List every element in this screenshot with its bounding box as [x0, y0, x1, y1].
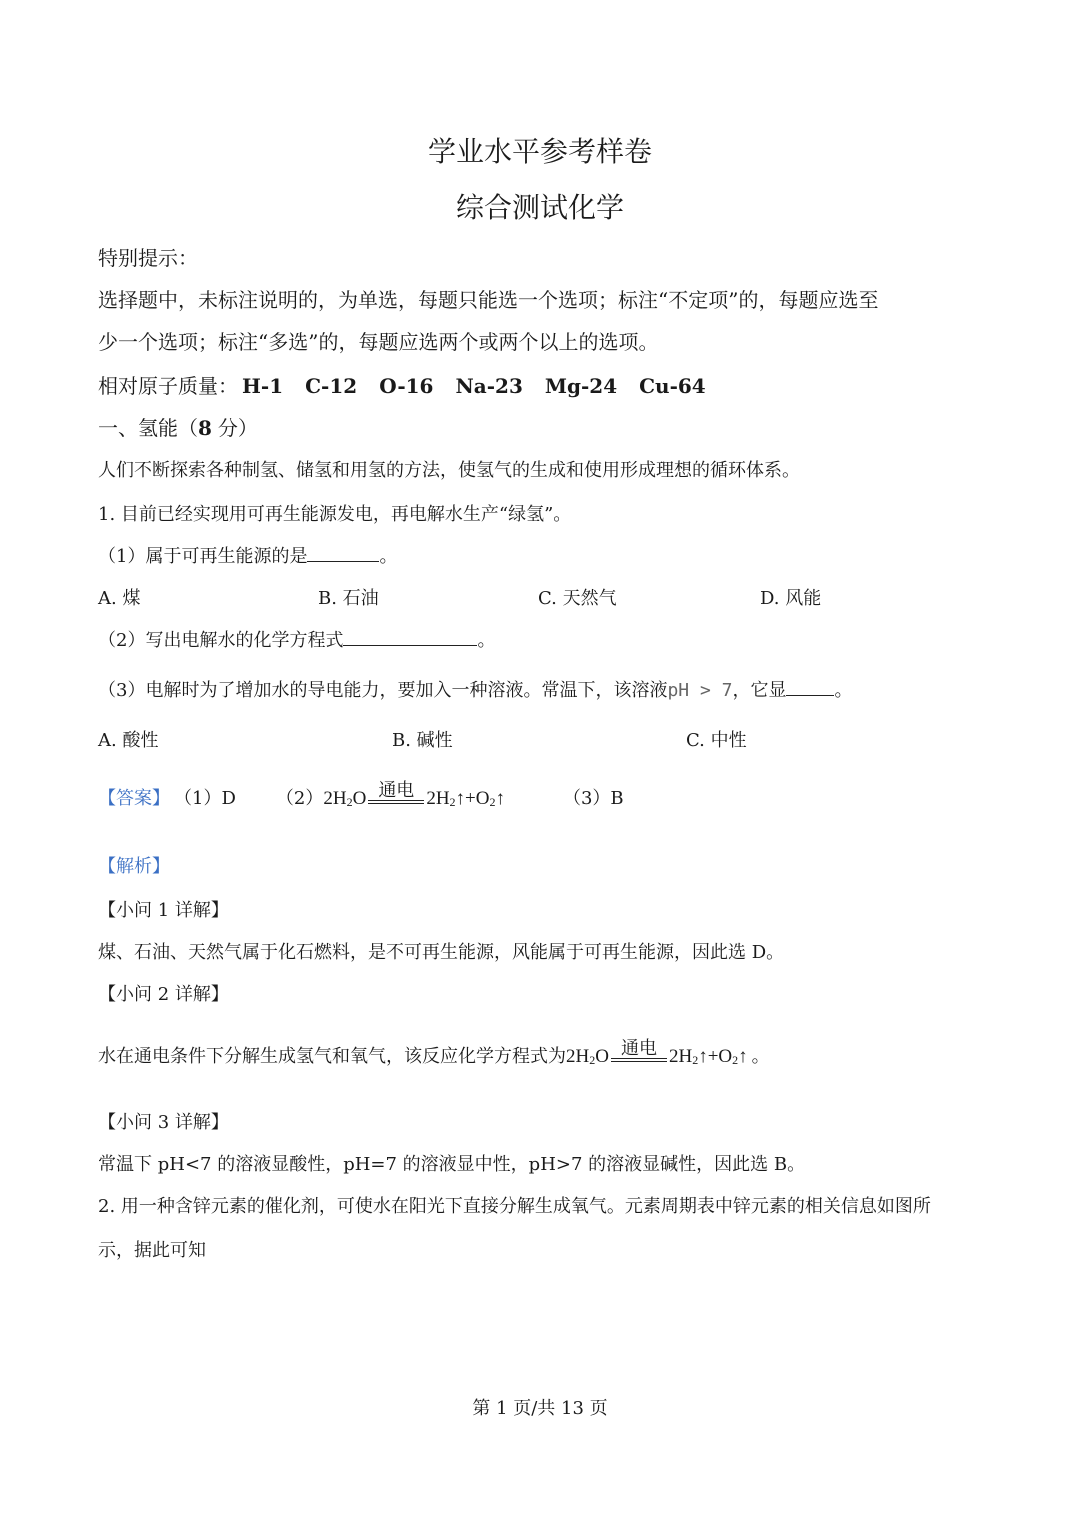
atomic-mass-label: 相对原子质量： [98, 374, 238, 398]
eq-reactant: 2H [323, 788, 347, 809]
atomic-mass-na: Na-23 [455, 374, 523, 398]
sub-question-3-text: 常温下 pH<7 的溶液显酸性，pH=7 的溶液显中性，pH>7 的溶液显碱性，因此选 B。 [98, 1154, 806, 1175]
eq-reactant-tail: O [352, 788, 367, 809]
sub-question-1-text: 煤、石油、天然气属于化石燃料，是不可再生能源，风能属于可再生能源，因此选 D。 [98, 942, 785, 963]
eq-product1: 2H [426, 788, 450, 809]
eq-product1: 2H [668, 1046, 693, 1067]
atomic-mass-o: O-16 [379, 374, 434, 398]
answer-blank[interactable] [307, 543, 379, 562]
section-heading-prefix: 一、氢能（ [98, 416, 198, 440]
eq-reactant: 2H [566, 1046, 590, 1067]
question-1-3-mid: ，它显 [732, 680, 787, 701]
section-intro: 人们不断探索各种制氢、储氢和用氢的方法，使氢气的生成和使用形成理想的循环体系。 [98, 460, 800, 481]
atomic-mass-c: C-12 [305, 374, 358, 398]
eq-product2: +O [465, 788, 490, 809]
question-1-2-text: （2）写出电解水的化学方程式 [98, 630, 344, 651]
eq-sub: 2 [346, 795, 353, 809]
eq-sub: 2 [692, 1053, 699, 1067]
section-1-heading [98, 412, 258, 441]
sub-question-2-text: 水在通电条件下分解生成氢气和氧气，该反应化学方程式为 [98, 1046, 566, 1067]
punctuation: 。 [834, 680, 853, 701]
answer-2-prefix: （2） [275, 788, 324, 809]
question-1-3 [98, 676, 852, 702]
section-score: 8 [198, 416, 212, 440]
exam-title: 学业水平参考样卷 [427, 135, 652, 168]
atomic-mass-h: H-1 [242, 374, 284, 398]
eq-double-line [368, 800, 424, 804]
answer-line [98, 766, 624, 810]
analysis-label: 【解析】 [98, 856, 170, 877]
option-b: B. 碱性 [392, 730, 453, 751]
question-1-2 [98, 626, 495, 652]
eq-sub: 2 [489, 795, 496, 809]
atomic-mass-mg: Mg-24 [544, 374, 618, 398]
sub-question-2-heading: 【小问 2 详解】 [98, 984, 229, 1005]
section-heading-suffix: 分） [217, 416, 258, 440]
option-a: A. 酸性 [98, 730, 159, 751]
question-1-1 [98, 542, 397, 568]
answer-1: （1）D [174, 788, 236, 809]
notice-line-1: 选择题中，未标注说明的，为单选，每题只能选一个选项；标注“不定项”的，每题应选至 [98, 288, 879, 312]
eq-product2: +O [707, 1046, 733, 1067]
eq-reactant-tail: O [595, 1046, 609, 1067]
eq-sub: 2 [732, 1053, 739, 1067]
eq-condition-text: 通电 [620, 1038, 657, 1058]
up-arrow-icon: ↑ [698, 1046, 708, 1067]
punctuation: 。 [477, 630, 496, 651]
eq-sub: 2 [449, 795, 456, 809]
exam-subtitle: 综合测试化学 [455, 191, 624, 224]
question-1-1-text: （1）属于可再生能源的是 [98, 546, 308, 567]
atomic-mass-line [98, 370, 706, 399]
up-arrow-icon: ↑ [495, 788, 505, 809]
answer-label: 【答案】 [98, 788, 170, 809]
punctuation: 。 [751, 1046, 770, 1067]
eq-condition [368, 780, 424, 810]
option-a: A. 煤 [98, 588, 141, 609]
option-d: D. 风能 [760, 588, 822, 609]
chemical-equation [566, 1038, 748, 1068]
option-c: C. 天然气 [538, 588, 617, 609]
page-footer: 第 1 页/共 13 页 [472, 1398, 608, 1419]
ph-expression: pH > 7 [667, 680, 733, 701]
question-2-line-1: 2. 用一种含锌元素的催化剂，可使水在阳光下直接分解生成氧气。元素周期表中锌元素的相关信息如图所 [98, 1196, 931, 1217]
answer-3: （3）B [562, 788, 624, 809]
sub-question-1-heading: 【小问 1 详解】 [98, 900, 229, 921]
option-b: B. 石油 [318, 588, 379, 609]
up-arrow-icon: ↑ [455, 788, 466, 809]
chemical-equation [323, 780, 505, 810]
answer-blank[interactable] [343, 627, 477, 646]
notice-heading: 特别提示： [98, 246, 198, 270]
punctuation: 。 [379, 546, 398, 567]
atomic-mass-cu: Cu-64 [639, 374, 706, 398]
question-1: 1. 目前已经实现用可再生能源发电，再电解水生产“绿氢”。 [98, 504, 572, 525]
question-2-line-2: 示，据此可知 [98, 1240, 206, 1261]
eq-sub: 2 [589, 1053, 596, 1067]
question-1-3-text: （3）电解时为了增加水的导电能力，要加入一种溶液。常温下，该溶液 [98, 680, 668, 701]
answer-blank[interactable] [786, 677, 834, 696]
up-arrow-icon: ↑ [738, 1046, 748, 1067]
option-c: C. 中性 [686, 730, 747, 751]
eq-double-line [611, 1058, 667, 1062]
sub-question-2-line [98, 1024, 770, 1068]
eq-condition [611, 1038, 667, 1068]
eq-condition-text: 通电 [378, 780, 415, 800]
notice-line-2: 少一个选项；标注“多选”的，每题应选两个或两个以上的选项。 [98, 330, 659, 354]
sub-question-3-heading: 【小问 3 详解】 [98, 1112, 229, 1133]
